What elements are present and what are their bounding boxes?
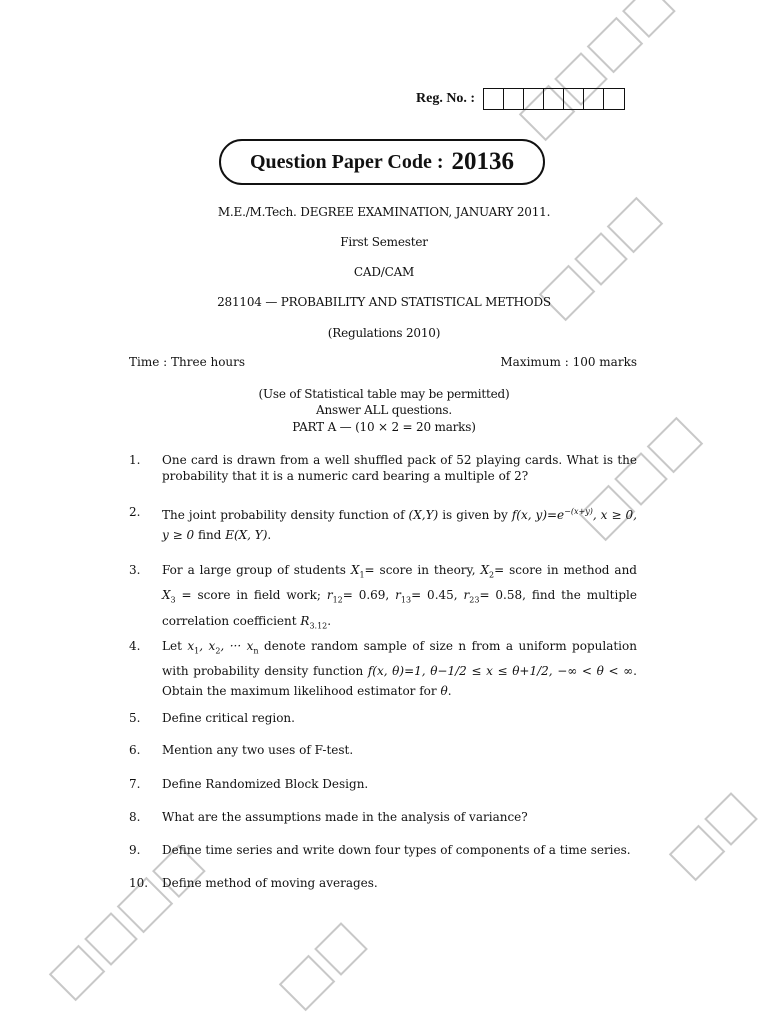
reg-box	[604, 89, 624, 109]
question-number: 4.	[129, 639, 141, 653]
question-number: 9.	[129, 843, 141, 857]
reg-box	[564, 89, 584, 109]
reg-box	[544, 89, 564, 109]
reg-box	[504, 89, 524, 109]
question-text: Define time series and write down four types of components of a time series.	[162, 843, 631, 857]
question-text: For a large group of students $X_1=$ score in theory, $X_2=$ score in method and $X_3$ = score in field work; $r_{12}= 0.69$, $r_{13}= 0.45$, $r_{23}= 0.58$, find the multiple correlation coefficient $R_{3.12}$.	[162, 563, 637, 631]
question-text: Define critical region.	[162, 711, 295, 725]
reg-label: Reg. No. :	[416, 91, 476, 106]
question-text: Let $x_1$, $x_2$, ··· $x_n$ denote random sample of size n from a uniform population with probability density function f(x, θ)=1, θ−1/2 ≤ x ≤ θ+1/2, −∞ < θ < ∞. Obtain the maximum likelihood estimator for θ.	[162, 639, 637, 699]
question-number: 2.	[129, 505, 141, 519]
question-10	[129, 873, 637, 893]
reg-box	[484, 89, 504, 109]
question-7	[129, 774, 637, 794]
reg-box	[524, 89, 544, 109]
time: Time : Three hours	[129, 355, 246, 369]
question-8	[129, 807, 637, 827]
question-text: Define Randomized Block Design.	[162, 777, 369, 791]
max-marks: Maximum : 100 marks	[500, 355, 637, 369]
question-number: 3.	[129, 563, 141, 577]
question-number: 8.	[129, 810, 141, 824]
question-text: Mention any two uses of F-test.	[162, 743, 354, 757]
question-1	[129, 452, 637, 484]
regulations: (Regulations 2010)	[327, 326, 441, 340]
question-number: 6.	[129, 743, 141, 757]
question-9	[129, 840, 637, 860]
question-number: 10.	[129, 876, 149, 890]
question-2	[129, 502, 637, 545]
semester: First Semester	[340, 235, 428, 249]
question-5	[129, 708, 637, 728]
part-heading: PART A — (10 × 2 = 20 marks)	[292, 420, 476, 434]
question-4	[129, 636, 637, 701]
question-text: Define method of moving averages.	[162, 876, 378, 890]
time-marks-row	[129, 355, 637, 369]
qpc-code: 20136	[451, 148, 514, 175]
question-paper-code	[219, 139, 545, 185]
exam-title: M.E./M.Tech. DEGREE EXAMINATION, JANUARY 2011.	[217, 205, 551, 219]
reg-number	[416, 88, 625, 110]
note: (Use of Statistical table may be permitted)	[258, 387, 510, 401]
question-number: 1.	[129, 453, 141, 467]
question-text: What are the assumptions made in the analysis of variance?	[162, 810, 528, 824]
question-text: The joint probability density function of (X,Y) is given by f(x, $y)=e^{-(x+y)}$, x ≥ 0, y ≥ 0 find E(X, Y).	[162, 507, 637, 542]
question-number: 5.	[129, 711, 141, 725]
subject: 281104 — PROBABILITY AND STATISTICAL METHODS	[217, 295, 551, 309]
branch: CAD/CAM	[353, 265, 415, 279]
question-text: One card is drawn from a well shuffled pack of 52 playing cards. What is the probability that it is a numeric card bearing a multiple of 2?	[162, 453, 637, 483]
question-6	[129, 740, 637, 760]
reg-boxes	[483, 88, 625, 110]
qpc-label: Question Paper Code :	[249, 150, 444, 173]
question-number: 7.	[129, 777, 141, 791]
instruction: Answer ALL questions.	[316, 403, 452, 417]
reg-box	[584, 89, 604, 109]
question-3	[129, 560, 637, 636]
